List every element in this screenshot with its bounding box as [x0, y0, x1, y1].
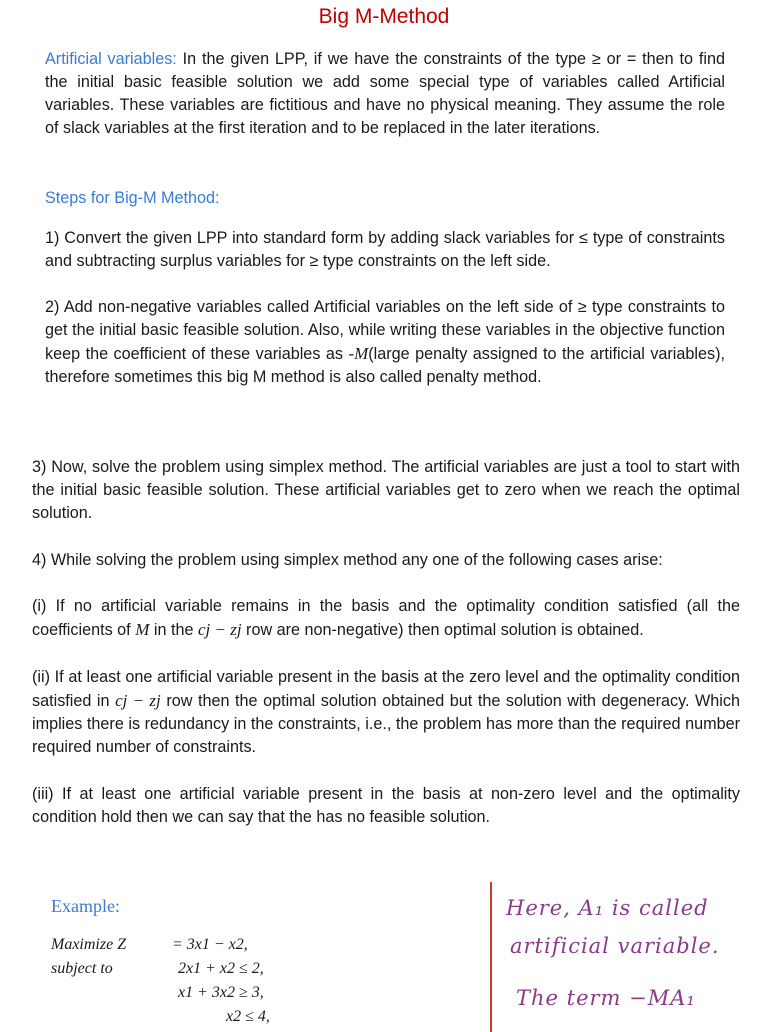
page-title: Big M-Method: [318, 5, 450, 28]
case-1-text-a: (i) If no artificial variable remains in the basis and the optimality condition satisfied (all the coefficients of: [32, 597, 740, 639]
example-constraint-1: 2x1 + x2 ≤ 2,: [178, 960, 264, 977]
case-2-text-a: (ii) If at least one artificial variable present in the basis at the zero level and the optimality condition satisfied in: [32, 668, 740, 710]
step-4: 4) While solving the problem using simplex method any one of the following cases arise:: [32, 551, 663, 569]
case-1-math-cz: cj − zj: [197, 620, 242, 639]
step-2-text-a: 2) Add non-negative variables called Artificial variables on the left side of ≥ type constraints to get the initial basic feasible solution. Also, while writing these variables in the objective function keep the coefficient of these variables as: [45, 298, 725, 363]
example-heading: Example:: [51, 896, 120, 916]
example-objective-expr: = 3x1 − x2,: [172, 936, 248, 953]
example-subject-to: subject to: [51, 960, 113, 977]
handwritten-note-3: The term −MA₁: [516, 986, 696, 1010]
handwritten-note-2: artificial variable.: [510, 934, 720, 958]
example-constraint-3: x2 ≤ 4,: [226, 1008, 270, 1025]
handwritten-note-1: Here, A₁ is called: [506, 896, 709, 920]
annotation-divider: [490, 882, 492, 1032]
example-objective-label: Maximize Z: [51, 936, 127, 953]
case-1-text-c: row are non-negative) then optimal solution is obtained.: [241, 621, 644, 639]
case-1: [32, 595, 740, 642]
step-2: [45, 296, 725, 389]
case-2: [32, 666, 740, 759]
intro-text: In the given LPP, if we have the constraints of the type ≥ or = then to find the initial basic feasible solution we add some special type of variables called Artificial variables. These variables are fictitious and have no physical meaning. They assume the role of slack variables at the first iteration and to be replaced in the later iterations.: [45, 50, 725, 137]
case-2-math: cj − zj: [115, 691, 161, 710]
intro-label: Artificial variables:: [45, 50, 177, 68]
step-1: 1) Convert the given LPP into standard form by adding slack variables for ≤ type of constraints and subtracting surplus variables for ≥ type constraints on the left side.: [45, 229, 725, 270]
step-3: 3) Now, solve the problem using simplex method. The artificial variables are just a tool to start with the initial basic feasible solution. These artificial variables get to zero when we reach the optimal solution.: [32, 458, 740, 522]
example-constraint-2: x1 + 3x2 ≥ 3,: [178, 984, 264, 1001]
case-3: (iii) If at least one artificial variable present in the basis at non-zero level and the optimality condition hold then we can say that the has no feasible solution.: [32, 785, 740, 826]
case-2-text-b: row then the optimal solution obtained but the solution with degeneracy. Which implies there is redundancy in the constraints, i.e., the problem has more than the required number required number of constraints.: [32, 692, 740, 756]
intro-paragraph: [45, 48, 725, 140]
step-2-math: -M: [348, 344, 369, 363]
step-2-text-b: (large penalty assigned to the artificial variables), therefore sometimes this big M method is also called penalty method.: [45, 345, 725, 386]
case-1-text-b: in the: [149, 621, 198, 639]
case-1-math-m: M: [135, 620, 150, 639]
steps-heading: Steps for Big-M Method:: [45, 189, 220, 207]
